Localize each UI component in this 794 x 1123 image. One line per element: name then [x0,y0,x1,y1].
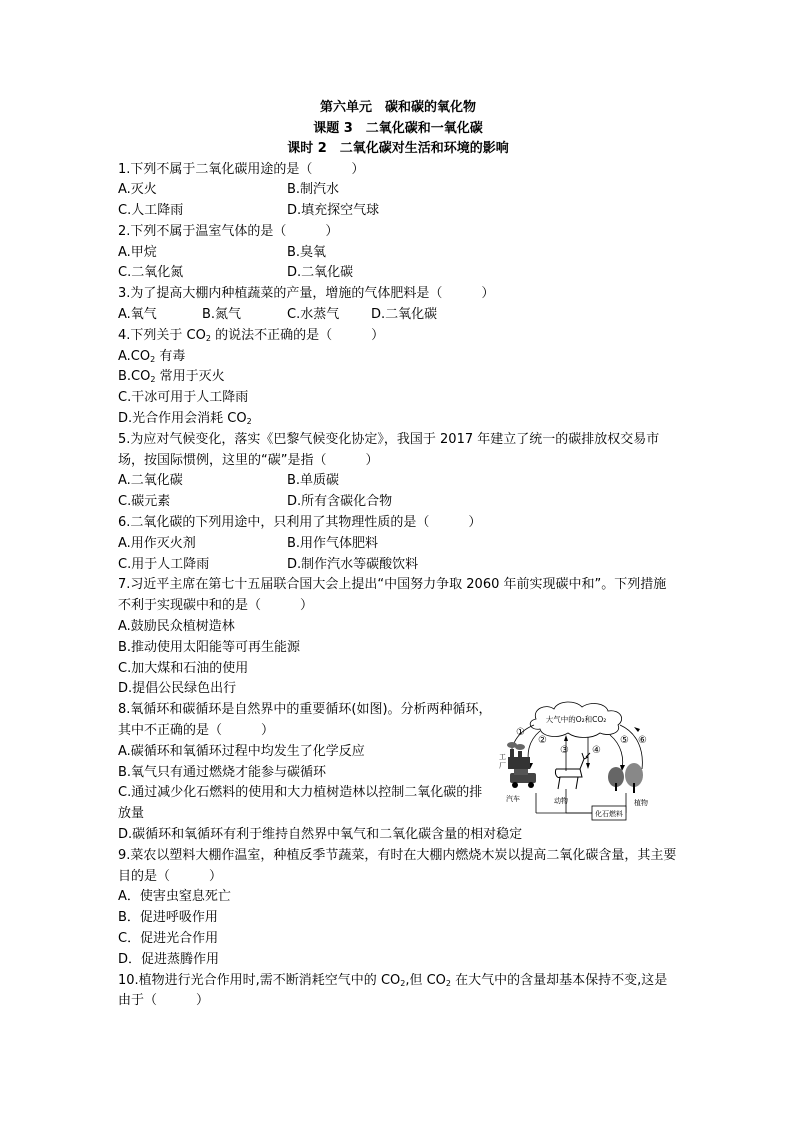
label-n5: ⑤ [620,735,629,747]
label-n1: ① [516,727,525,739]
q8-block [118,700,678,846]
q2-option-b: B.臭氧 [287,244,327,260]
unit-title: 第六单元 碳和碳的氧化物 [319,100,476,115]
q8-option-c: C.通过减少化石燃料的使用和大力植树造林以控制二氧化碳的排放量 [118,785,483,822]
q9-option-a: A．使害虫窒息死亡 [118,889,231,905]
q9-option-b: B．促进呼吸作用 [118,910,218,926]
q2-options [118,243,678,264]
q6-option-d: D.制作汽水等碳酸饮料 [287,556,419,572]
q10-stem: 10.植物进行光合作用时,需不断消耗空气中的 $CO_2$,但 $CO_2$ 在大气中的含量却基本保持不变,这是由于（ ） [118,972,668,1009]
q1-stem: 1.下列不属于二氧化碳用途的是（ ） [118,161,365,177]
q6-option-a: A.用作灭火剂 [118,535,196,551]
lesson-title: 课时 2 二氧化碳对生活和环境的影响 [287,141,509,156]
q8-option-b: B.氧气只有通过燃烧才能参与碳循环 [118,764,327,780]
q5-options [118,471,678,492]
q7-option-d: D.提倡公民绿色出行 [118,681,237,697]
fossil-label: 化石燃料 [595,810,623,819]
q2-option-d: D.二氧化碳 [287,265,354,281]
q1-option-c: C.人工降雨 [118,203,184,219]
q3-stem: 3.为了提高大棚内种植蔬菜的产量，增施的气体肥料是（ ） [118,286,495,302]
q9-stem: 9.菜农以塑料大棚作温室，种植反季节蔬菜，有时在大棚内燃烧木炭以提高二氧化碳含量，其主要目的是（ ） [118,847,677,884]
q5-option-d: D.所有含碳化合物 [287,494,393,510]
q3-option-d: D.二氧化碳 [371,307,438,323]
plant-label: 植物 [634,799,648,808]
animal-label: 动物 [554,797,568,806]
plant-icon [608,763,643,793]
topic-title: 课题 3 二氧化碳和一氧化碳 [313,120,483,136]
worksheet-page [118,98,678,1012]
q7-option-b: B.推动使用太阳能等可再生能源 [118,639,301,655]
car-label: 汽车 [506,795,520,804]
q5-options-2 [118,492,678,513]
q6-stem: 6.二氧化碳的下列用途中，只利用了其物理性质的是（ ） [118,515,482,531]
q4-stem: 4.下列关于 $CO_2$ 的说法不正确的是（ ） [118,327,385,343]
q5-option-c: C.碳元素 [118,494,171,510]
q2-stem: 2.下列不属于温室气体的是（ ） [118,223,339,239]
q1-options-2 [118,201,678,222]
q4-option-a: $A.CO_2$ 有毒 [118,348,186,364]
q1-options [118,180,678,201]
q4-option-c: C.干冰可用于人工降雨 [118,390,249,406]
q6-option-b: B.用作气体肥料 [287,535,379,551]
q5-option-b: B.单质碳 [287,473,340,489]
q4-option-b: $B.CO_2$ 常用于灭火 [118,369,225,385]
label-n4: ④ [592,745,601,757]
factory-icon [507,742,530,769]
label-n2: ② [538,735,547,747]
q1-option-d: D.填充探空气球 [287,203,380,219]
q3-option-c: C.水蒸气 [287,307,340,323]
deer-icon [555,753,590,789]
car-icon [510,769,536,788]
q7-option-c: C.加大煤和石油的使用 [118,660,249,676]
q2-option-a: A.甲烷 [118,244,157,260]
q2-option-c: C.二氧化氮 [118,265,184,281]
q5-stem: 5.为应对气候变化，落实《巴黎气候变化协定》，我国于 2017 年建立了统一的碳排放权交易市场，按国际惯例，这里的“碳”是指（ ） [118,431,660,468]
q9-option-c: C．促进光合作用 [118,930,219,946]
q8-option-a: A.碳循环和氧循环过程中均发生了化学反应 [118,743,365,759]
label-n6: ⑥ [638,735,647,747]
q1-option-b: B.制汽水 [287,182,340,198]
q2-options-2 [118,263,678,284]
factory-label-2: 厂 [499,762,506,771]
q7-option-a: A.鼓励民众植树造林 [118,619,235,635]
q9-option-d: D．促进蒸腾作用 [118,951,220,967]
q1-option-a: A.灭火 [118,182,157,198]
q4-option-d: D.光合作用会消耗 $CO_2$ [118,411,252,427]
cloud-label: 大气中的O₂和CO₂ [545,715,607,725]
carbon-oxygen-cycle-diagram [496,697,661,829]
factory-label-1: 工 [499,753,506,762]
q5-option-a: A.二氧化碳 [118,473,183,489]
q6-options [118,534,678,555]
q8-option-d: D.碳循环和氧循环有利于维持自然界中氧气和二氧化碳含量的相对稳定 [118,827,523,842]
q6-options-2 [118,555,678,576]
q3-options [118,305,678,326]
label-n3: ③ [560,745,569,757]
q6-option-c: C.用于人工降雨 [118,556,210,572]
q7-stem: 7.习近平主席在第七十五届联合国大会上提出“中国努力争取 2060 年前实现碳中和”。下列措施不利于实现碳中和的是（ ） [118,577,667,614]
q3-option-b: B.氮气 [202,307,242,323]
q8-stem: 8.氧循环和碳循环是自然界中的重要循环(如图)。分析两种循环，其中不正确的是（ ） [118,702,492,739]
q3-option-a: A.氧气 [118,307,157,323]
